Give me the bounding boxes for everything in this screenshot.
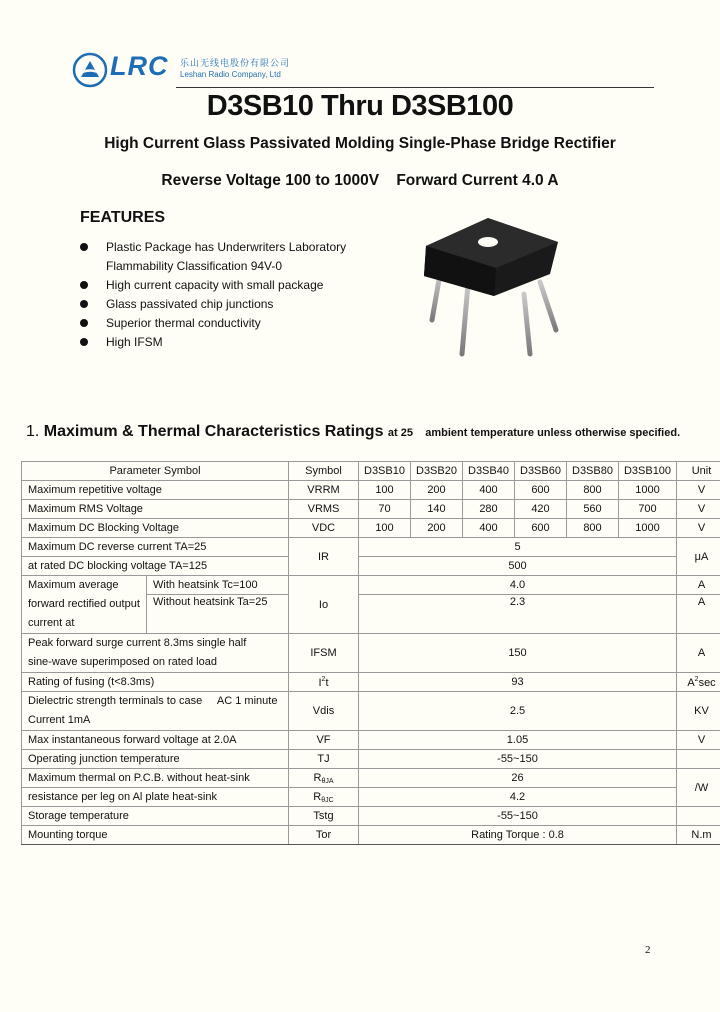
feature-item: Glass passivated chip junctions xyxy=(80,295,346,314)
table-row: Operating junction temperature TJ -55~150 xyxy=(22,750,720,769)
table-row: Mounting torque Tor Rating Torque : 0.8 N.m xyxy=(22,826,720,845)
table-row: Storage temperature Tstg -55~150 xyxy=(22,807,720,826)
header-cell: D3SB40 xyxy=(463,462,515,481)
ratings-table xyxy=(21,461,720,845)
feature-item: High current capacity with small package xyxy=(80,276,346,295)
bullet-icon xyxy=(80,319,88,327)
section-heading: 1. Maximum & Thermal Characteristics Ratings at 25 ambient temperature unless otherwise specified. xyxy=(26,423,681,440)
bullet-icon xyxy=(80,243,88,251)
table-row: Peak forward surge current 8.3ms single half sine-wave superimposed on rated load IFSM 150 A xyxy=(22,634,720,673)
bullet-icon xyxy=(80,300,88,308)
features-list xyxy=(80,238,346,352)
header-cell: Unit xyxy=(677,462,720,481)
table-row: Without heatsink Ta=25 2.3 A xyxy=(22,595,720,615)
header-rule xyxy=(176,87,654,88)
table-row: Maximum DC Blocking Voltage VDC 100 200 400 600 800 1000 V xyxy=(22,519,720,538)
company-name-en: Leshan Radio Company, Ltd xyxy=(180,70,281,79)
bullet-icon xyxy=(80,338,88,346)
header-cell: Symbol xyxy=(289,462,359,481)
logo-text: LRC xyxy=(110,51,169,81)
table-row: Maximum average forward rectified output current at With heatsink Tc=100 Io 4.0 A xyxy=(22,576,720,595)
company-name-cn: 乐山无线电股份有限公司 xyxy=(180,58,291,68)
header-cell: D3SB80 xyxy=(567,462,619,481)
header-cell: Parameter Symbol xyxy=(22,462,289,481)
header-cell: D3SB20 xyxy=(411,462,463,481)
table-row: Max instantaneous forward voltage at 2.0A VF 1.05 V xyxy=(22,731,720,750)
feature-item: Superior thermal conductivity xyxy=(80,314,346,333)
table-header-row xyxy=(22,462,720,481)
spec-line: Reverse Voltage 100 to 1000V Forward Current 4.0 A xyxy=(161,172,559,189)
table-row: Dielectric strength terminals to case AC 1 minute Current 1mA Vdis 2.5 KV xyxy=(22,692,720,731)
table-row: Maximum thermal on P.C.B. without heat-sink $R_{\theta JA}$ 26 /W xyxy=(22,769,720,788)
page-subtitle: High Current Glass Passivated Molding Single-Phase Bridge Rectifier xyxy=(104,135,616,152)
feature-item: Plastic Package has Underwriters Laboratory xyxy=(80,238,346,257)
package-image xyxy=(418,212,568,362)
feature-item: Flammability Classification 94V-0 xyxy=(106,259,283,273)
company-logo xyxy=(72,50,302,90)
table-row: at rated DC blocking voltage TA=125 500 xyxy=(22,557,720,576)
table-row: Maximum repetitive voltage VRRM 100 200 400 600 800 1000 V xyxy=(22,481,720,500)
bullet-icon xyxy=(80,281,88,289)
header-cell: D3SB10 xyxy=(359,462,411,481)
table-row: resistance per leg on Al plate heat-sink $R_{\theta JC}$ 4.2 xyxy=(22,788,720,807)
lrc-emblem-icon xyxy=(72,52,108,88)
header-cell: D3SB100 xyxy=(619,462,677,481)
table-row: Maximum DC reverse current TA=25 IR 5 μA xyxy=(22,538,720,557)
page-title: D3SB10 Thru D3SB100 xyxy=(206,90,514,122)
features-heading: FEATURES xyxy=(80,209,166,226)
table-row: Rating of fusing (t<8.3ms) $I^2t$ 93 $A^2\sec$ xyxy=(22,673,720,692)
header-cell: D3SB60 xyxy=(515,462,567,481)
table-row: Maximum RMS Voltage VRMS 70 140 280 420 560 700 V xyxy=(22,500,720,519)
feature-item: High IFSM xyxy=(80,333,346,352)
page-number: 2 xyxy=(645,944,651,956)
